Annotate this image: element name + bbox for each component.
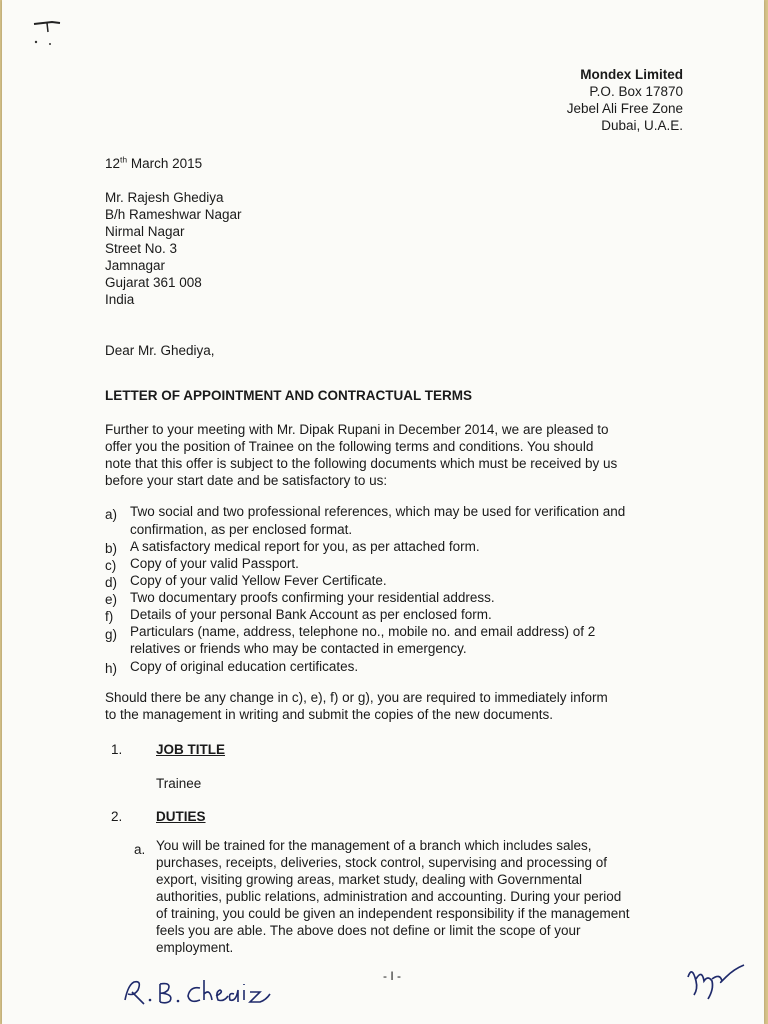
- company-name: Mondex Limited: [580, 67, 683, 82]
- list-item-text: Copy of original education certificates.: [130, 659, 359, 674]
- paragraph-line: export, visiting growing areas, market study, dealing with Governmental: [156, 872, 582, 887]
- list-item-text: Two documentary proofs confirming your residential address.: [130, 590, 495, 605]
- recipient-line: Street No. 3: [105, 241, 178, 256]
- section-heading-job-title: JOB TITLE: [156, 742, 226, 757]
- job-title-value: Trainee: [156, 776, 202, 791]
- section-number: 2.: [111, 809, 123, 824]
- recipient-line: India: [105, 292, 135, 307]
- paragraph-line: Should there be any change in c), e), f) or g), you are required to immediately inform: [105, 690, 608, 705]
- list-item-text: A satisfactory medical report for you, as per attached form.: [130, 539, 480, 554]
- initials-signature: [682, 955, 752, 1005]
- letter-page: [2, 0, 764, 1024]
- date-day: 12: [105, 156, 121, 171]
- paragraph-line: Further to your meeting with Mr. Dipak Rupani in December 2014, we are pleased to: [105, 422, 609, 437]
- address-line: Jebel Ali Free Zone: [566, 101, 683, 116]
- recipient-line: B/h Rameshwar Nagar: [105, 207, 242, 222]
- punch-hole-mark: [32, 18, 72, 48]
- salutation: Dear Mr. Ghediya,: [105, 343, 215, 358]
- recipient-line: Nirmal Nagar: [105, 224, 185, 239]
- paragraph-line: before your start date and be satisfactory to us:: [105, 473, 388, 488]
- recipient-line: Mr. Rajesh Ghediya: [105, 190, 224, 205]
- address-line: Dubai, U.A.E.: [601, 118, 683, 133]
- section-heading-duties: DUTIES: [156, 809, 206, 824]
- list-item-label: f): [105, 609, 114, 624]
- address-line: P.O. Box 17870: [589, 84, 683, 99]
- list-item-text: Two social and two professional references, which may be used for verification and: [130, 504, 626, 519]
- list-item-text: Copy of your valid Passport.: [130, 556, 299, 571]
- page-number: - I -: [383, 969, 401, 983]
- list-item-text: Details of your personal Bank Account as per enclosed form.: [130, 607, 492, 622]
- paragraph-line: to the management in writing and submit the copies of the new documents.: [105, 707, 554, 722]
- list-item-label: d): [105, 575, 118, 590]
- date-suffix: th: [120, 154, 128, 165]
- sender-address: [567, 66, 683, 134]
- list-item-text: Particulars (name, address, telephone no., mobile no. and email address) of 2: [130, 624, 596, 639]
- list-item-label: a): [105, 507, 118, 522]
- list-item-text: confirmation, as per enclosed format.: [130, 522, 353, 537]
- paragraph-line: feels you are able. The above does not define or limit the scope of your: [156, 923, 581, 938]
- list-item-label: g): [105, 627, 118, 642]
- recipient-line: Jamnagar: [105, 258, 166, 273]
- letter-date: [105, 156, 202, 172]
- paragraph-line: employment.: [156, 940, 234, 955]
- list-item-label: e): [105, 592, 118, 607]
- recipient-line: Gujarat 361 008: [105, 275, 202, 290]
- paragraph-line: offer you the position of Trainee on the following terms and conditions. You should: [105, 439, 594, 454]
- list-item-label: h): [105, 661, 118, 676]
- paragraph-line: of training, you could be given an independent responsibility if the management: [156, 906, 630, 921]
- paragraph-line: You will be trained for the management of a branch which includes sales,: [156, 838, 592, 853]
- list-item-text: Copy of your valid Yellow Fever Certificate.: [130, 573, 387, 588]
- date-month-year: March 2015: [127, 156, 203, 171]
- letter-subject: LETTER OF APPOINTMENT AND CONTRACTUAL TERMS: [105, 388, 472, 403]
- handwritten-signature: [120, 970, 310, 1010]
- list-item-label: a.: [134, 842, 146, 857]
- section-number: 1.: [111, 742, 123, 757]
- paragraph-line: authorities, public relations, administration and accounting. During your period: [156, 889, 622, 904]
- paragraph-line: purchases, receipts, deliveries, stock control, supervising and processing of: [156, 855, 607, 870]
- list-item-label: b): [105, 541, 118, 556]
- list-item-label: c): [105, 558, 117, 573]
- list-item-text: relatives or friends who may be contacted in emergency.: [130, 641, 467, 656]
- paragraph-line: note that this offer is subject to the following documents which must be received by us: [105, 456, 618, 471]
